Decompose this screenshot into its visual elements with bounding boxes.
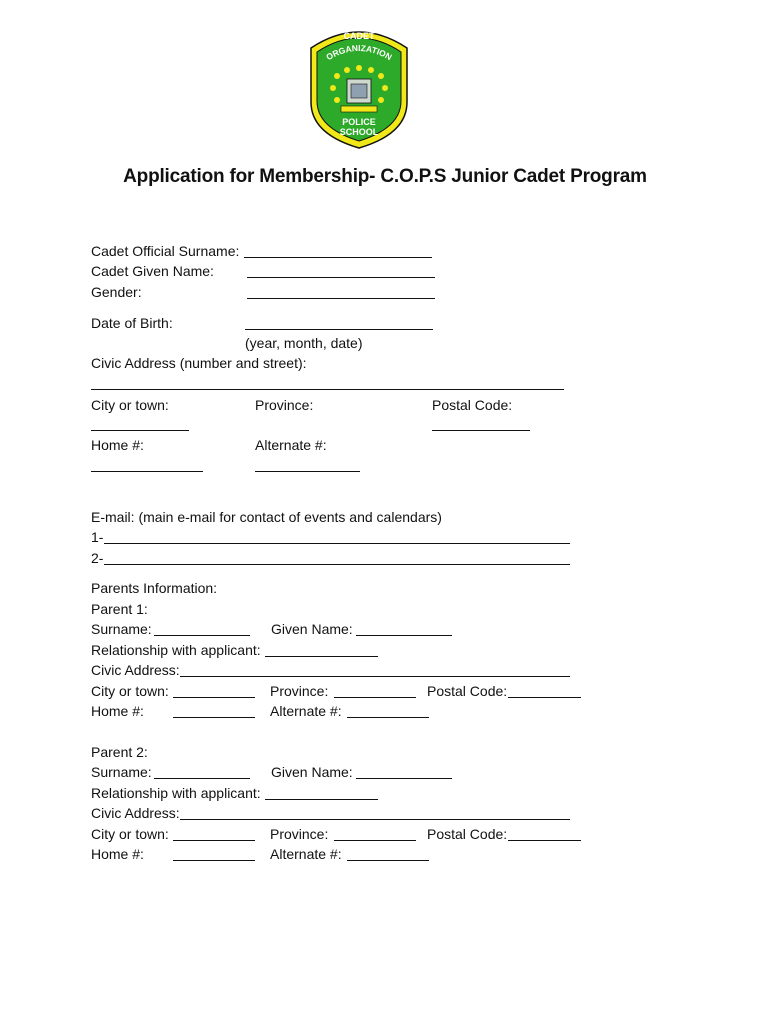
parent2-alternate-label: Alternate #:: [270, 846, 342, 862]
parent2-city-field[interactable]: [173, 840, 255, 841]
parent2-relationship-label: Relationship with applicant:: [91, 785, 261, 801]
parent1-surname-label: Surname:: [91, 621, 152, 637]
parent1-alternate-label: Alternate #:: [270, 703, 342, 719]
parent2-province-label: Province:: [270, 826, 329, 842]
cadet-city-field[interactable]: [91, 430, 189, 431]
cadet-city-label: City or town:: [91, 397, 169, 413]
cadet-dob-hint: (year, month, date): [245, 335, 363, 351]
parent1-heading: Parent 1:: [91, 601, 148, 617]
parent2-given-label: Given Name:: [271, 764, 353, 780]
logo-top-text: CADET: [343, 31, 375, 41]
parent1-civic-label: Civic Address:: [91, 662, 180, 678]
parent1-province-field[interactable]: [334, 697, 416, 698]
cops-badge-logo: [303, 24, 415, 150]
parent1-city-field[interactable]: [173, 697, 255, 698]
cadet-dob-field[interactable]: [245, 329, 433, 330]
parent2-heading: Parent 2:: [91, 744, 148, 760]
cadet-given-field[interactable]: [247, 277, 435, 278]
parent2-given-field[interactable]: [356, 778, 452, 779]
parent2-relationship-field[interactable]: [265, 799, 378, 800]
cadet-dob-label: Date of Birth:: [91, 315, 173, 331]
parents-heading: Parents Information:: [91, 580, 218, 596]
parent1-relationship-label: Relationship with applicant:: [91, 642, 261, 658]
parent2-postal-field[interactable]: [508, 840, 581, 841]
parent1-province-label: Province:: [270, 683, 329, 699]
cadet-gender-label: Gender:: [91, 284, 142, 300]
parent2-postal-label: Postal Code:: [427, 826, 508, 842]
email-line1-prefix: 1-: [91, 529, 104, 545]
cadet-surname-field[interactable]: [244, 257, 432, 258]
parent2-province-field[interactable]: [334, 840, 416, 841]
parent1-given-field[interactable]: [356, 635, 452, 636]
cadet-home-field[interactable]: [91, 471, 203, 472]
cadet-civic-label: Civic Address (number and street):: [91, 355, 307, 371]
parent1-given-label: Given Name:: [271, 621, 353, 637]
cadet-postal-label: Postal Code:: [432, 397, 513, 413]
parent2-home-label: Home #:: [91, 846, 144, 862]
parent1-city-label: City or town:: [91, 683, 169, 699]
parent2-alternate-field[interactable]: [347, 860, 429, 861]
parent2-civic-field[interactable]: [180, 819, 570, 820]
parent1-postal-field[interactable]: [508, 697, 581, 698]
logo-bottom-text-2: SCHOOL: [339, 127, 379, 137]
parent1-alternate-field[interactable]: [347, 717, 429, 718]
parent1-surname-field[interactable]: [154, 635, 250, 636]
parent1-postal-label: Postal Code:: [427, 683, 508, 699]
cadet-province-label: Province:: [255, 397, 314, 413]
cadet-given-label: Cadet Given Name:: [91, 263, 214, 279]
parent1-home-field[interactable]: [173, 717, 255, 718]
email-line2-prefix: 2-: [91, 550, 104, 566]
cadet-postal-field[interactable]: [432, 430, 530, 431]
logo-bottom-text-1: POLICE: [342, 117, 376, 127]
cadet-gender-field[interactable]: [247, 298, 435, 299]
parent2-surname-field[interactable]: [154, 778, 250, 779]
cadet-surname-label: Cadet Official Surname:: [91, 243, 240, 259]
email-field-2[interactable]: [104, 564, 570, 565]
cadet-home-label: Home #:: [91, 437, 144, 453]
cadet-alternate-label: Alternate #:: [255, 437, 327, 453]
parent1-relationship-field[interactable]: [265, 656, 378, 657]
page-title: Application for Membership- C.O.P.S Junior Cadet Program: [123, 166, 647, 187]
email-label: E-mail: (main e-mail for contact of events and calendars): [91, 509, 442, 525]
parent2-home-field[interactable]: [173, 860, 255, 861]
parent2-civic-label: Civic Address:: [91, 805, 180, 821]
email-field-1[interactable]: [104, 543, 570, 544]
parent1-home-label: Home #:: [91, 703, 144, 719]
cadet-alternate-field[interactable]: [255, 471, 360, 472]
parent1-civic-field[interactable]: [180, 676, 570, 677]
parent2-city-label: City or town:: [91, 826, 169, 842]
parent2-surname-label: Surname:: [91, 764, 152, 780]
cadet-civic-field[interactable]: [91, 389, 564, 390]
logo-arc-text: ORGANIZATION: [324, 42, 394, 63]
